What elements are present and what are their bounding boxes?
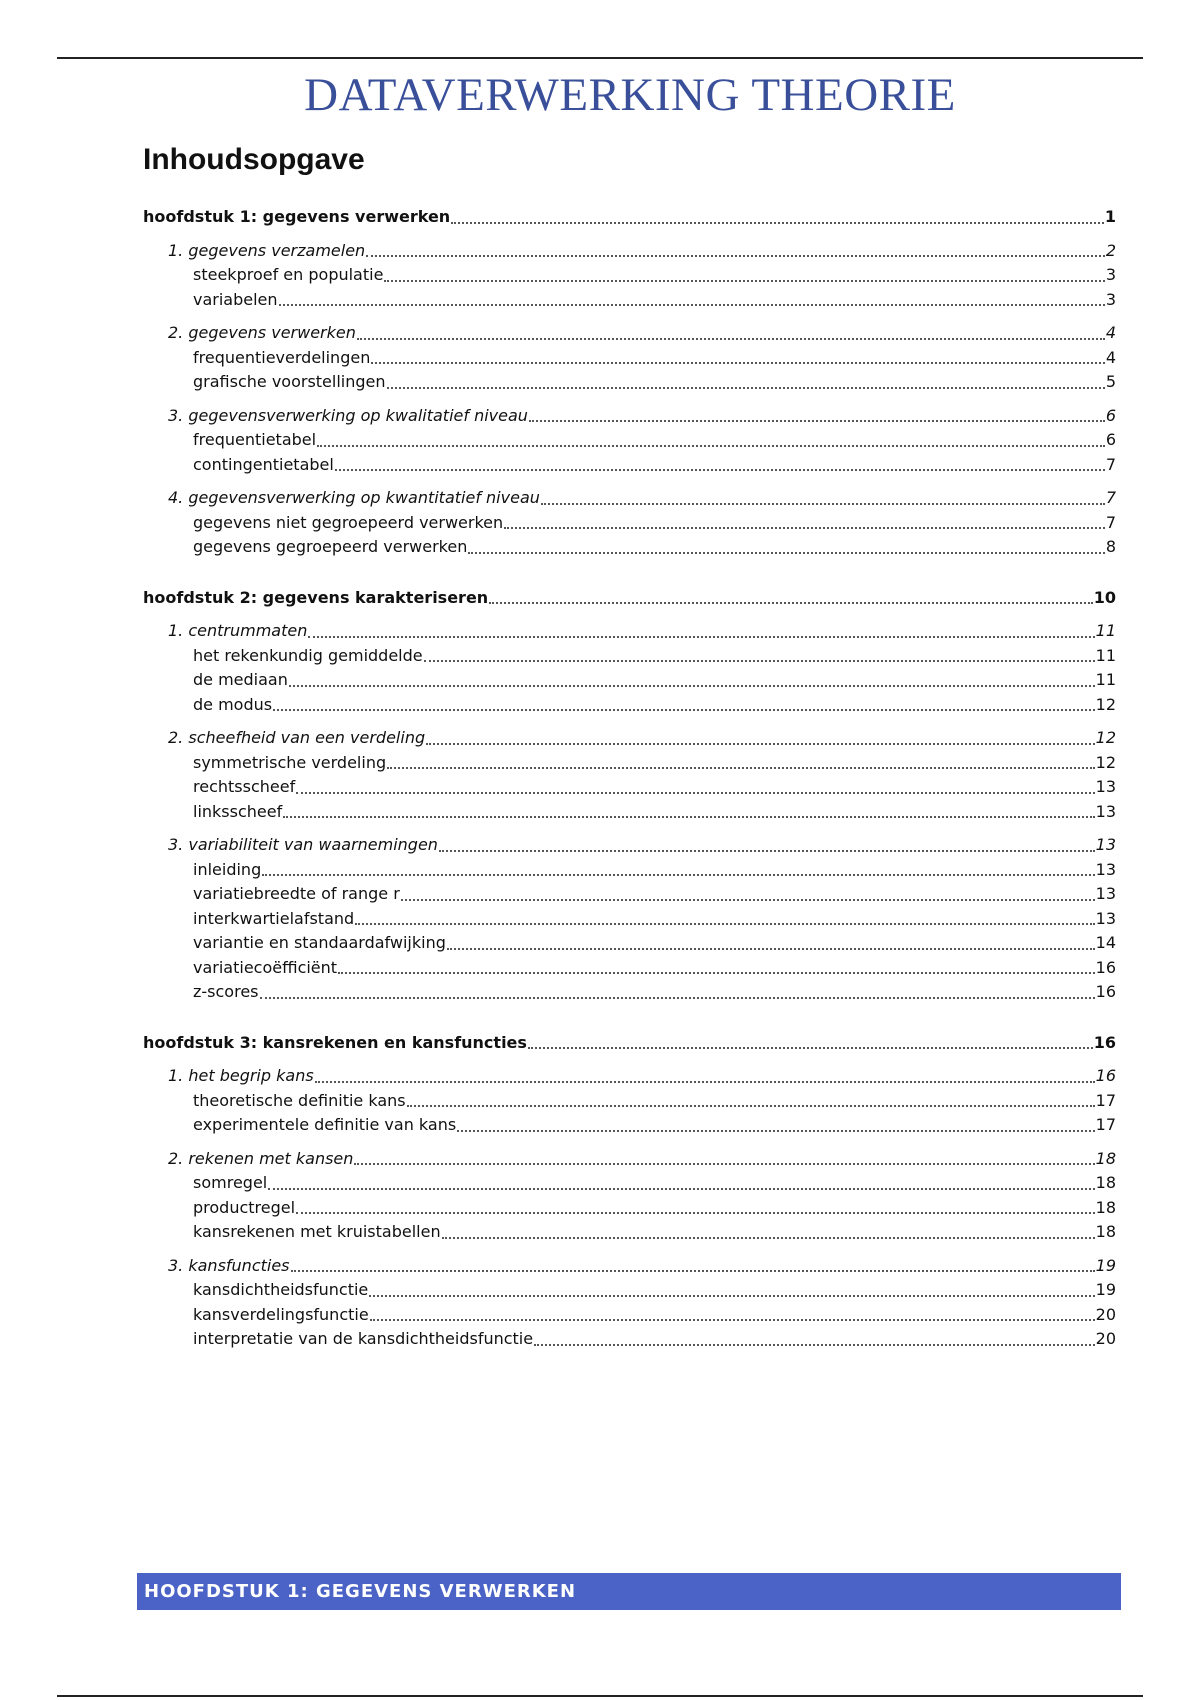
toc-entry-text: interpretatie van de kansdichtheidsfunctie xyxy=(193,1329,534,1348)
toc-entry-page: 12 xyxy=(1095,694,1116,714)
toc-entry-page: 13 xyxy=(1095,835,1116,854)
toc-leader-dots xyxy=(296,792,1094,794)
toc-leader-dots xyxy=(442,1237,1095,1239)
toc-entry-level-3[interactable] xyxy=(143,931,1116,956)
toc-entry-text: interkwartielafstand xyxy=(193,908,355,928)
toc-entry-page: 18 xyxy=(1095,1197,1116,1217)
toc-entry-text: 2. gegevens verwerken xyxy=(168,323,356,342)
toc-entry-level-3[interactable] xyxy=(143,1220,1116,1245)
toc-entry-page: 7 xyxy=(1105,512,1116,532)
toc-leader-dots xyxy=(407,1105,1095,1107)
toc-entry-page: 19 xyxy=(1095,1280,1116,1299)
toc-leader-dots xyxy=(387,767,1095,769)
toc-entry-text: variatiecoëfficiënt xyxy=(193,957,338,977)
toc-entry-level-2[interactable] xyxy=(143,1147,1116,1172)
toc-entry-level-2[interactable] xyxy=(143,239,1116,264)
table-of-contents xyxy=(143,205,1116,1352)
toc-leader-dots xyxy=(357,338,1105,340)
toc-entry-level-2[interactable] xyxy=(143,486,1116,511)
toc-entry-page: 13 xyxy=(1095,801,1116,821)
toc-entry-text: variatiebreedte of range r xyxy=(193,884,400,903)
toc-leader-dots xyxy=(273,709,1095,711)
toc-entry-page: 5 xyxy=(1105,372,1116,391)
toc-leader-dots xyxy=(315,1081,1095,1083)
toc-leader-dots xyxy=(387,387,1105,389)
toc-entry-page: 20 xyxy=(1095,1329,1116,1348)
toc-entry-text: steekproef en populatie xyxy=(193,265,384,284)
toc-entry-level-3[interactable] xyxy=(143,346,1116,371)
toc-entry-level-3[interactable] xyxy=(143,1113,1116,1138)
toc-entry-level-2[interactable] xyxy=(143,1064,1116,1089)
toc-entry-page: 2 xyxy=(1105,240,1116,260)
toc-leader-dots xyxy=(541,503,1105,505)
toc-entry-text: symmetrische verdeling xyxy=(193,752,387,772)
toc-entry-page: 6 xyxy=(1105,405,1116,425)
toc-entry-page: 12 xyxy=(1095,728,1116,747)
toc-entry-level-3[interactable] xyxy=(143,800,1116,825)
toc-entry-page: 17 xyxy=(1095,1115,1116,1134)
toc-entry-page: 12 xyxy=(1095,752,1116,772)
toc-entry-text: de modus xyxy=(193,694,273,714)
toc-leader-dots xyxy=(262,874,1094,876)
toc-entry-text: kansdichtheidsfunctie xyxy=(193,1280,369,1299)
toc-leader-dots xyxy=(401,899,1095,901)
toc-leader-dots xyxy=(289,685,1095,687)
toc-entry-level-1[interactable] xyxy=(143,1031,1116,1056)
toc-entry-level-3[interactable] xyxy=(143,263,1116,288)
toc-entry-page: 18 xyxy=(1095,1173,1116,1192)
toc-entry-text: theoretische definitie kans xyxy=(193,1090,406,1110)
toc-leader-dots xyxy=(279,304,1105,306)
toc-entry-text: variabelen xyxy=(193,289,278,309)
toc-entry-level-1[interactable] xyxy=(143,205,1116,230)
toc-entry-text: 1. het begrip kans xyxy=(168,1066,314,1085)
toc-entry-level-3[interactable] xyxy=(143,1278,1116,1303)
toc-entry-level-3[interactable] xyxy=(143,1089,1116,1114)
toc-entry-level-3[interactable] xyxy=(143,907,1116,932)
top-rule xyxy=(57,57,1143,59)
toc-leader-dots xyxy=(457,1130,1094,1132)
toc-leader-dots xyxy=(355,923,1094,925)
toc-leader-dots xyxy=(426,743,1095,745)
toc-heading: Inhoudsopgave xyxy=(143,143,365,176)
toc-entry-level-3[interactable] xyxy=(143,644,1116,669)
toc-entry-page: 13 xyxy=(1095,908,1116,928)
toc-entry-level-3[interactable] xyxy=(143,535,1116,560)
toc-leader-dots xyxy=(534,1344,1095,1346)
toc-entry-page: 18 xyxy=(1095,1148,1116,1168)
toc-leader-dots xyxy=(529,420,1105,422)
toc-entry-text: gegevens niet gegroepeerd verwerken xyxy=(193,512,504,532)
toc-entry-level-3[interactable] xyxy=(143,428,1116,453)
toc-entry-text: de mediaan xyxy=(193,670,288,689)
toc-entry-level-2[interactable] xyxy=(143,833,1116,858)
toc-entry-level-3[interactable] xyxy=(143,1303,1116,1328)
toc-entry-text: variantie en standaardafwijking xyxy=(193,933,446,952)
toc-entry-level-1[interactable] xyxy=(143,586,1116,611)
toc-entry-text: somregel xyxy=(193,1173,268,1192)
bottom-rule xyxy=(57,1695,1143,1697)
toc-entry-page: 8 xyxy=(1105,537,1116,556)
toc-entry-level-3[interactable] xyxy=(143,1171,1116,1196)
toc-entry-level-2[interactable] xyxy=(143,726,1116,751)
toc-entry-text: hoofdstuk 2: gegevens karakteriseren xyxy=(143,587,489,607)
toc-entry-page: 13 xyxy=(1095,777,1116,796)
toc-leader-dots xyxy=(283,816,1094,818)
toc-entry-level-3[interactable] xyxy=(143,511,1116,536)
toc-entry-page: 7 xyxy=(1105,454,1116,474)
toc-leader-dots xyxy=(468,552,1104,554)
toc-entry-level-3[interactable] xyxy=(143,858,1116,883)
toc-entry-text: hoofdstuk 1: gegevens verwerken xyxy=(143,207,451,226)
toc-leader-dots xyxy=(528,1047,1093,1049)
toc-entry-text: productregel xyxy=(193,1197,296,1217)
toc-leader-dots xyxy=(504,527,1105,529)
toc-entry-page: 1 xyxy=(1104,207,1116,226)
toc-entry-page: 14 xyxy=(1095,933,1116,952)
toc-leader-dots xyxy=(317,445,1105,447)
toc-entry-page: 4 xyxy=(1105,323,1116,342)
toc-leader-dots xyxy=(268,1188,1094,1190)
chapter-banner: HOOFDSTUK 1: GEGEVENS VERWERKEN xyxy=(137,1573,1121,1610)
toc-entry-page: 11 xyxy=(1095,645,1116,665)
toc-leader-dots xyxy=(291,1270,1095,1272)
toc-leader-dots xyxy=(354,1163,1094,1165)
toc-entry-page: 20 xyxy=(1095,1304,1116,1324)
toc-entry-text: het rekenkundig gemiddelde xyxy=(193,645,423,665)
toc-entry-level-3[interactable] xyxy=(143,668,1116,693)
toc-entry-page: 7 xyxy=(1105,488,1116,507)
toc-entry-page: 16 xyxy=(1093,1032,1116,1052)
toc-entry-page: 16 xyxy=(1095,1066,1116,1085)
toc-entry-page: 18 xyxy=(1095,1222,1116,1241)
toc-entry-page: 13 xyxy=(1095,884,1116,903)
toc-leader-dots xyxy=(366,255,1105,257)
toc-entry-text: contingentietabel xyxy=(193,454,334,474)
toc-entry-level-3[interactable] xyxy=(143,882,1116,907)
toc-entry-text: gegevens gegroepeerd verwerken xyxy=(193,537,468,556)
toc-entry-page: 11 xyxy=(1095,621,1116,640)
toc-leader-dots xyxy=(370,1319,1095,1321)
toc-leader-dots xyxy=(424,660,1095,662)
toc-entry-text: 1. gegevens verzamelen xyxy=(168,240,366,260)
toc-entry-level-3[interactable] xyxy=(143,288,1116,313)
toc-leader-dots xyxy=(439,850,1095,852)
toc-entry-page: 3 xyxy=(1105,265,1116,284)
toc-entry-page: 16 xyxy=(1095,957,1116,977)
toc-entry-level-2[interactable] xyxy=(143,321,1116,346)
toc-entry-level-3[interactable] xyxy=(143,693,1116,718)
toc-entry-text: inleiding xyxy=(193,859,262,879)
toc-entry-page: 3 xyxy=(1105,289,1116,309)
document-title: DATAVERWERKING THEORIE xyxy=(304,69,956,121)
toc-entry-page: 16 xyxy=(1095,982,1116,1001)
toc-entry-text: 1. centrummaten xyxy=(168,621,308,640)
toc-leader-dots xyxy=(371,362,1104,364)
toc-entry-page: 4 xyxy=(1105,347,1116,367)
toc-entry-page: 19 xyxy=(1095,1255,1116,1275)
toc-leader-dots xyxy=(335,469,1105,471)
toc-entry-text: experimentele definitie van kans xyxy=(193,1115,457,1134)
toc-entry-page: 11 xyxy=(1095,670,1116,689)
toc-entry-page: 6 xyxy=(1105,430,1116,449)
toc-entry-text: 2. scheefheid van een verdeling xyxy=(168,728,426,747)
toc-leader-dots xyxy=(260,997,1095,999)
toc-entry-level-3[interactable] xyxy=(143,775,1116,800)
toc-entry-text: z-scores xyxy=(193,982,259,1001)
toc-entry-level-3[interactable] xyxy=(143,980,1116,1005)
toc-entry-level-3[interactable] xyxy=(143,751,1116,776)
toc-entry-text: frequentieverdelingen xyxy=(193,347,371,367)
toc-entry-text: grafische voorstellingen xyxy=(193,372,386,391)
toc-entry-text: 2. rekenen met kansen xyxy=(168,1148,354,1168)
toc-entry-text: 3. gegevensverwerking op kwalitatief niveau xyxy=(168,405,528,425)
toc-leader-dots xyxy=(451,222,1104,224)
toc-entry-level-3[interactable] xyxy=(143,1327,1116,1352)
toc-entry-text: kansrekenen met kruistabellen xyxy=(193,1222,441,1241)
toc-entry-text: linksscheef xyxy=(193,801,283,821)
toc-leader-dots xyxy=(384,280,1104,282)
toc-leader-dots xyxy=(296,1212,1095,1214)
toc-entry-level-3[interactable] xyxy=(143,1196,1116,1221)
toc-entry-text: 3. kansfuncties xyxy=(168,1255,290,1275)
toc-entry-text: rechtsscheef xyxy=(193,777,296,796)
toc-entry-page: 10 xyxy=(1093,587,1116,607)
toc-leader-dots xyxy=(369,1295,1094,1297)
toc-entry-text: 3. variabiliteit van waarnemingen xyxy=(168,835,438,854)
toc-entry-text: hoofdstuk 3: kansrekenen en kansfuncties xyxy=(143,1032,527,1052)
toc-entry-level-3[interactable] xyxy=(143,370,1116,395)
toc-entry-text: frequentietabel xyxy=(193,430,317,449)
toc-entry-page: 17 xyxy=(1095,1090,1116,1110)
toc-leader-dots xyxy=(447,948,1095,950)
toc-entry-level-3[interactable] xyxy=(143,453,1116,478)
toc-entry-level-2[interactable] xyxy=(143,1254,1116,1279)
toc-entry-level-2[interactable] xyxy=(143,619,1116,644)
toc-entry-page: 13 xyxy=(1095,859,1116,879)
toc-entry-level-2[interactable] xyxy=(143,404,1116,429)
toc-leader-dots xyxy=(338,972,1095,974)
toc-entry-level-3[interactable] xyxy=(143,956,1116,981)
toc-entry-text: kansverdelingsfunctie xyxy=(193,1304,369,1324)
toc-leader-dots xyxy=(308,636,1094,638)
toc-leader-dots xyxy=(489,602,1093,604)
toc-entry-text: 4. gegevensverwerking op kwantitatief niveau xyxy=(168,488,540,507)
